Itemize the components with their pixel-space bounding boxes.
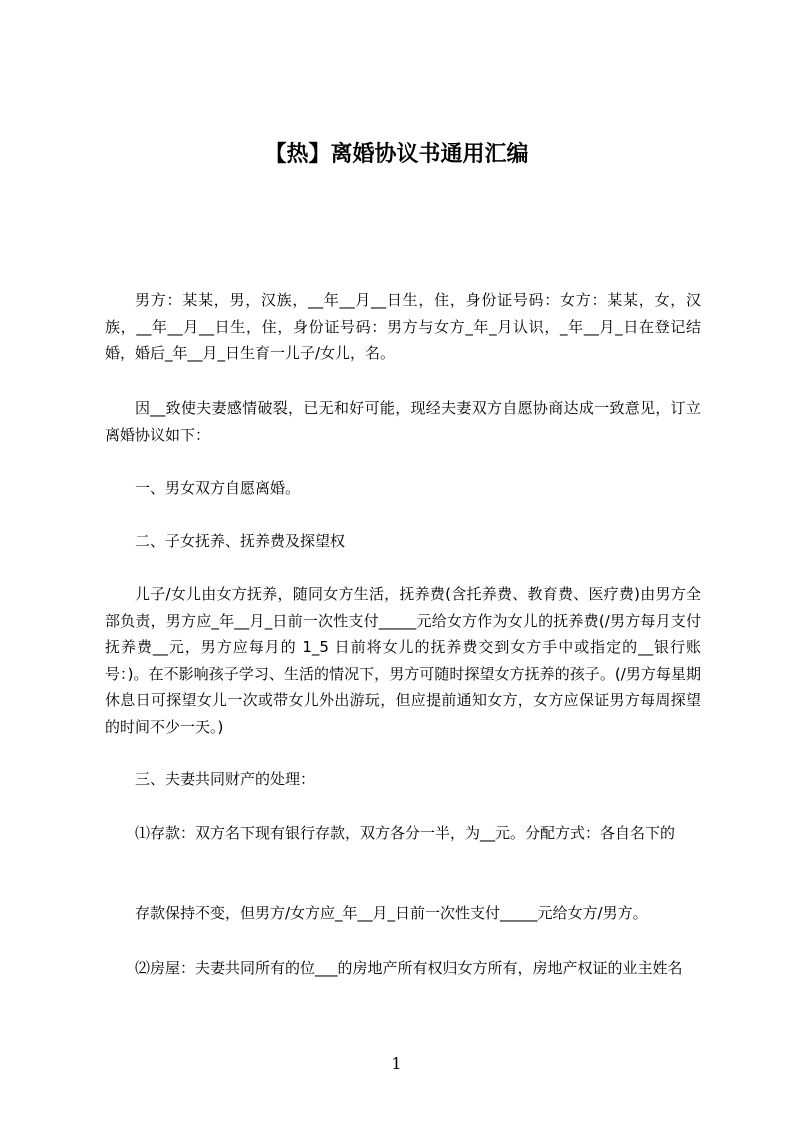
paragraph-child-support: 儿子/女儿由女方抚养，随同女方生活，抚养费(含托养费、教育费、医疗费)由男方全部负责，男方应_年__月_日前一次性支付_____元给女方作为女儿的抚养费(/男方每月支付抚养费__元，男方应每月的 1_5 日前将女儿的抚养费交到女方手中或指定的__银行账号：)。在不影响孩子学习、生活的情况下，男方可随时探望女方抚养的孩子。(/男方每星期休息日可探望女儿一次或带女儿外出游玩，但应提前通知女方，女方应保证男方每周探望的时间不少一天。) [105,585,701,736]
paragraph-reason: 因__致使夫妻感情破裂，已无和好可能，现经夫妻双方自愿协商达成一致意见，订立离婚协议如下： [105,399,701,444]
paragraph-deposits: ⑴存款：双方名下现有银行存款，双方各分一半，为__元。分配方式：各自名下的 [135,824,676,842]
paragraph-house: ⑵房屋：夫妻共同所有的位___的房地产所有权归女方所有，房地产权证的业主姓名 [135,959,683,977]
paragraph-parties: 男方：某某，男，汉族，__年__月__日生，住，身份证号码：女方：某某，女，汉族，__年__月__日生，住，身份证号码：男方与女方_年_月认识，_年__月_日在登记结婚，婚后_年__月_日生育一儿子/女儿，名。 [105,291,701,362]
paragraph-clause-3-heading: 三、夫妻共同财产的处理： [135,770,316,788]
document-title: 【热】离婚协议书通用汇编 [264,142,529,167]
page-number: 1 [391,1054,402,1073]
paragraph-deposits-continued: 存款保持不变，但男方/女方应_年__月_日前一次性支付_____元给女方/男方。 [135,904,648,922]
paragraph-clause-2-heading: 二、子女抚养、抚养费及探望权 [135,532,346,550]
paragraph-clause-1: 一、男女双方自愿离婚。 [135,479,301,497]
